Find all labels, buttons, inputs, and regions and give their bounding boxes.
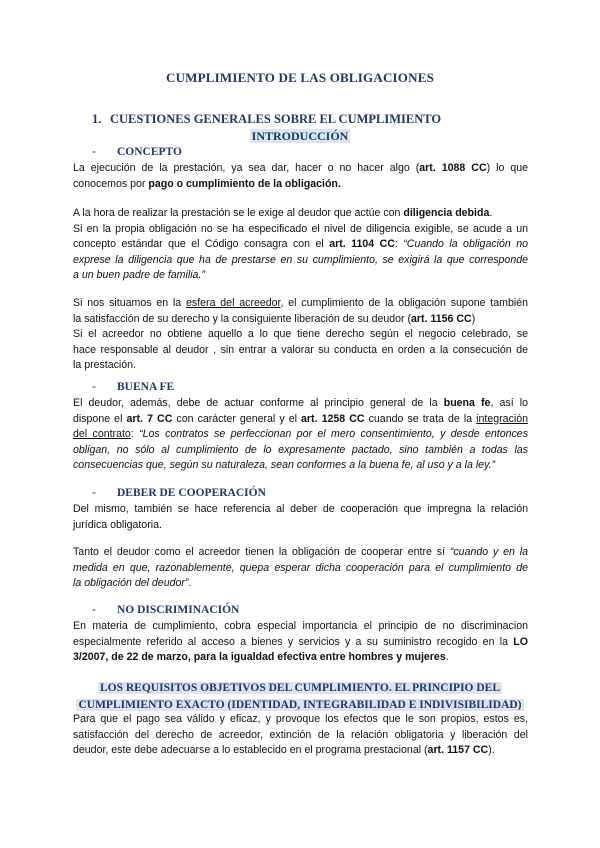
text-span: ) lo que (486, 162, 528, 174)
text-span: concepto estándar que el Código consagra con el (73, 238, 330, 250)
text-span: - (92, 381, 96, 393)
text-span: medida en que, razonablemente, quepa esperar dicha cooperación para el cumplimiento de (73, 561, 528, 574)
text-line (73, 177, 528, 193)
text-span: Tanto el deudor como el acreedor tienen la obligación de cooperar entre sí (73, 546, 450, 558)
text-span: CUMPLIMIENTO EXACTO (IDENTIDAD, INTEGRABILIDAD E INDIVISIBILIDAD) (78, 699, 522, 711)
text-span: jurídica obligatoria. (73, 518, 162, 531)
text-span: Para que el pago sea válido y eficaz, y provoque los efectos que le son propios, estos es, (73, 713, 528, 725)
requisitos-heading (0, 680, 600, 714)
link-esfera-acreedor: esfera del acreedor (186, 297, 281, 309)
text-span: El deudor, además, debe de actuar conforme al principio general de la (73, 397, 444, 409)
text-span: ) (471, 312, 476, 325)
text-span: : (394, 238, 404, 250)
text-line (73, 312, 528, 328)
text-span: art. 1088 CC (419, 162, 487, 174)
subheading-buena-fe (92, 381, 174, 393)
document-title: CUMPLIMIENTO DE LAS OBLIGACIONES (165, 70, 434, 85)
section-heading-1 (92, 112, 441, 127)
concepto-paragraph-3 (73, 296, 528, 374)
intro-heading (0, 129, 600, 144)
text-span: INTRODUCCIÓN (251, 129, 349, 143)
text-line (73, 427, 528, 443)
text-span: ). (488, 744, 495, 756)
text-span: art. 1104 CC (329, 238, 395, 250)
text-span: art. 7 CC (126, 412, 173, 425)
text-line (73, 396, 528, 412)
text-span: LOS REQUISITOS OBJETIVOS DEL CUMPLIMIENTO. EL PRINCIPIO DEL (99, 682, 501, 694)
text-span: - (92, 487, 96, 499)
text-span: . (445, 651, 449, 663)
text-span: diligencia debida (403, 207, 490, 219)
text-span: del contrato (73, 428, 131, 440)
text-span: con carácter general y el (172, 412, 302, 425)
text-span: consecuencias que, según su naturaleza, sean conformes a la buena fe, al uso y a la ley.” (73, 459, 496, 471)
text-line (73, 576, 528, 592)
section-title: CUESTIONES GENERALES SOBRE EL CUMPLIMIENTO (110, 112, 442, 126)
text-line (73, 206, 528, 222)
text-span: hace responsable al deudor , sin entrar a valorar su conducta en orden a la consecución de (73, 343, 528, 356)
concepto-paragraph-2 (73, 206, 528, 284)
text-line (73, 161, 528, 177)
text-span: Del mismo, también se hace referencia al deber de cooperación que impregna la relación (73, 503, 528, 515)
text-line (73, 635, 528, 651)
text-line (73, 650, 528, 666)
text-span: la prestación. (73, 359, 137, 371)
text-line (73, 296, 528, 312)
text-span: DEBER DE COOPERACIÓN (117, 487, 266, 499)
text-span: cuando se trata de la (364, 412, 477, 425)
text-span: Si nos situamos en la (73, 297, 187, 309)
text-span: pago o cumplimiento de la obligación. (148, 177, 341, 190)
text-span: buena fe (443, 397, 491, 409)
section-number: 1. (92, 112, 102, 126)
text-span: NO DISCRIMINACIÓN (117, 604, 240, 616)
text-span: satisfacción del derecho de acreedor, extinción de la relación obligatoria y liberación del (73, 728, 528, 741)
text-span: Si en la propia obligación no se ha especificado el nivel de diligencia exigible, se acude a un (73, 222, 528, 235)
text-line (73, 412, 528, 428)
text-span: BUENA FE (117, 381, 175, 393)
text-span: la satisfacción de su derecho y la consiguiente liberación de su deudor ( (73, 312, 412, 325)
text-span: , el cumplimiento de la obligación supone también (280, 297, 528, 309)
text-span: “Cuando la obligación no (403, 238, 528, 250)
discriminacion-paragraph (73, 619, 528, 666)
text-span: dispone el (73, 412, 127, 425)
text-span: especialmente referido al acceso a bienes y servicios y a su suministro recogido en la (73, 635, 514, 648)
text-span: - (92, 604, 96, 616)
text-span: Si el acreedor no obtiene aquello a lo que tiene derecho según el negocio celebrado, se (73, 328, 528, 340)
subheading-cooperacion (92, 487, 266, 499)
subheading-concepto (92, 146, 182, 158)
text-span: a un buen padre de familia.” (73, 269, 205, 281)
text-span: art. 1157 CC (427, 744, 489, 756)
text-span: LO (513, 635, 528, 648)
text-span: la obligación del deudor” (73, 577, 189, 589)
requisitos-paragraph (73, 712, 528, 759)
text-span: conocemos por (73, 177, 149, 190)
text-span: La ejecución de la prestación, ya sea dar, hacer o no hacer algo ( (73, 162, 420, 174)
text-span: integración (476, 412, 528, 425)
text-span: CONCEPTO (117, 146, 182, 158)
text-span: En materia de cumplimiento, cobra especial importancia el principio de no discriminacion (73, 620, 528, 632)
text-span: . (489, 207, 493, 219)
text-span: 3/2007, de 22 de marzo, para la igualdad efectiva entre hombres y mujeres (73, 651, 446, 663)
text-span: obligan, no sólo al cumplimiento de lo expresamente pactado, sino también a todas las (73, 443, 528, 456)
cooperacion-paragraph-1 (73, 502, 528, 533)
text-span: “Los contratos se perfeccionan por el mero consentimiento, y desde entonces (139, 428, 528, 440)
text-span: art. 1156 CC (411, 312, 472, 325)
text-line (73, 743, 528, 759)
text-line (73, 237, 528, 253)
text-line (73, 545, 528, 561)
text-span: , así lo (490, 397, 528, 409)
text-span: exprese la diligencia que ha de prestarse en su cumplimiento, se exigirá la que corresponde (73, 253, 528, 266)
text-span: “cuando y en la (449, 546, 528, 558)
cooperacion-paragraph-2 (73, 545, 528, 592)
buena-fe-paragraph (73, 396, 528, 474)
text-span: art. 1258 CC (301, 412, 365, 425)
text-span: . (188, 577, 192, 589)
concepto-paragraph-1 (73, 161, 528, 192)
text-span: A la hora de realizar la prestación se le exige al deudor que actúe con (73, 207, 404, 219)
text-span: : (130, 428, 140, 440)
bullet-dash: - (92, 146, 96, 158)
text-span: deudor, este debe adecuarse a lo establecido en el programa prestacional ( (73, 744, 428, 756)
subheading-no-discriminacion (92, 604, 239, 616)
